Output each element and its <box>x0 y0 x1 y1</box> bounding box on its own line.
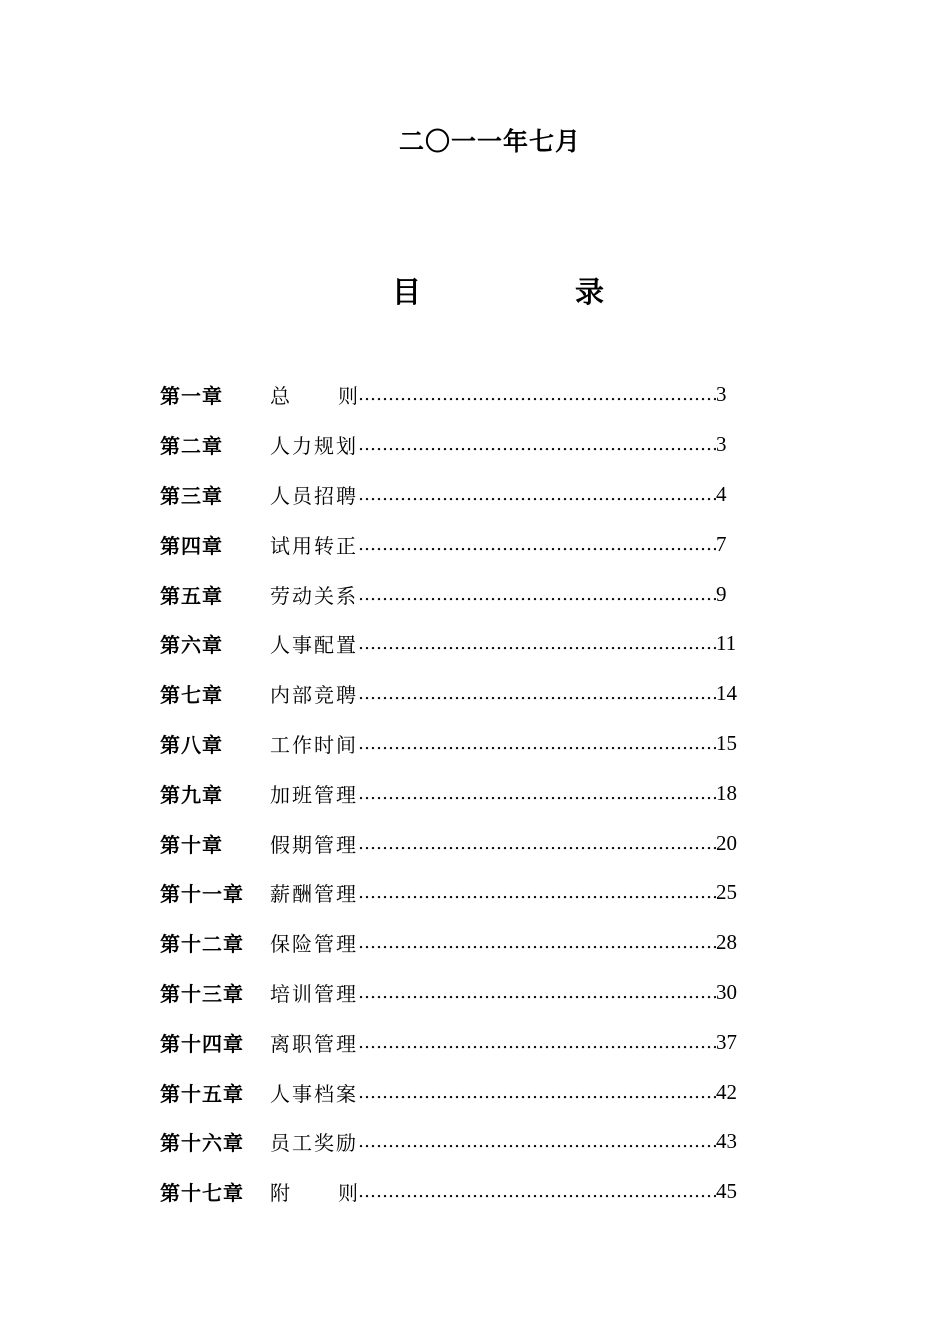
toc-chapter-name: 员工奖励 <box>270 1131 358 1156</box>
toc-leader-dots <box>358 833 716 854</box>
toc-chapter-name-part: 则 <box>338 1181 358 1206</box>
toc-chapter-name-part: 附 <box>270 1181 290 1206</box>
toc-entry-1[interactable] <box>160 370 760 420</box>
toc-chapter: 第十五章 <box>160 1081 244 1106</box>
toc-entry-16[interactable] <box>160 1117 760 1167</box>
toc-title-left: 目 <box>392 275 422 309</box>
toc-page-number: 30 <box>716 979 737 1004</box>
toc-page-number: 45 <box>716 1179 737 1204</box>
toc-chapter: 第十三章 <box>160 981 244 1006</box>
toc-leader-dots <box>358 932 716 953</box>
toc-page-number: 25 <box>716 880 737 905</box>
table-of-contents <box>160 370 760 1217</box>
toc-page-number: 11 <box>716 631 737 656</box>
toc-entry-5[interactable] <box>160 569 760 619</box>
toc-chapter: 第三章 <box>160 483 223 508</box>
toc-entry-15[interactable] <box>160 1067 760 1117</box>
toc-chapter: 第二章 <box>160 434 223 459</box>
toc-page-number: 20 <box>716 830 737 855</box>
toc-title <box>392 270 604 310</box>
toc-page-number: 14 <box>716 681 737 706</box>
toc-chapter-name <box>270 380 358 409</box>
toc-leader-dots <box>358 783 716 804</box>
toc-leader-dots <box>358 633 716 654</box>
toc-chapter-name-part: 总 <box>270 384 290 409</box>
toc-entry-7[interactable] <box>160 669 760 719</box>
toc-page-number: 3 <box>716 432 727 457</box>
toc-leader-dots <box>358 733 716 754</box>
toc-chapter-name: 试用转正 <box>270 533 358 558</box>
toc-chapter-name: 离职管理 <box>270 1031 358 1056</box>
toc-leader-dots <box>358 1082 716 1103</box>
toc-chapter-name: 加班管理 <box>270 782 358 807</box>
toc-chapter-name: 薪酬管理 <box>270 882 358 907</box>
toc-chapter-name: 内部竞聘 <box>270 683 358 708</box>
toc-entry-8[interactable] <box>160 719 760 769</box>
toc-chapter-name: 人员招聘 <box>270 483 358 508</box>
toc-entry-4[interactable] <box>160 519 760 569</box>
toc-leader-dots <box>358 1131 716 1152</box>
toc-chapter: 第五章 <box>160 583 223 608</box>
toc-leader-dots <box>358 434 716 455</box>
toc-entry-13[interactable] <box>160 968 760 1018</box>
toc-chapter: 第一章 <box>160 384 223 409</box>
toc-leader-dots <box>358 584 716 605</box>
toc-chapter: 第十章 <box>160 832 223 857</box>
toc-page-number: 7 <box>716 531 727 556</box>
toc-entry-6[interactable] <box>160 619 760 669</box>
toc-page-number: 18 <box>716 780 737 805</box>
toc-chapter-name: 工作时间 <box>270 732 358 757</box>
toc-page-number: 28 <box>716 930 737 955</box>
toc-entry-17[interactable] <box>160 1167 760 1217</box>
toc-page-number: 9 <box>716 581 727 606</box>
toc-chapter-name <box>270 1177 358 1206</box>
toc-page-number: 15 <box>716 730 737 755</box>
toc-entry-10[interactable] <box>160 818 760 868</box>
toc-chapter-name: 人事档案 <box>270 1081 358 1106</box>
toc-page-number: 37 <box>716 1029 737 1054</box>
toc-page-number: 4 <box>716 481 727 506</box>
toc-chapter: 第十一章 <box>160 882 244 907</box>
toc-page-number: 43 <box>716 1129 737 1154</box>
toc-chapter: 第七章 <box>160 683 223 708</box>
toc-leader-dots <box>358 882 716 903</box>
toc-chapter: 第十六章 <box>160 1131 244 1156</box>
toc-chapter-name: 假期管理 <box>270 832 358 857</box>
toc-page-number: 42 <box>716 1079 737 1104</box>
toc-entry-9[interactable] <box>160 768 760 818</box>
toc-chapter-name: 培训管理 <box>270 981 358 1006</box>
toc-chapter-name-part: 则 <box>338 384 358 409</box>
toc-chapter: 第六章 <box>160 633 223 658</box>
toc-entry-12[interactable] <box>160 918 760 968</box>
toc-chapter: 第九章 <box>160 782 223 807</box>
toc-leader-dots <box>358 982 716 1003</box>
toc-chapter: 第八章 <box>160 732 223 757</box>
toc-entry-3[interactable] <box>160 470 760 520</box>
toc-entry-2[interactable] <box>160 420 760 470</box>
toc-page-number: 3 <box>716 382 727 407</box>
toc-leader-dots <box>358 683 716 704</box>
toc-chapter: 第十七章 <box>160 1181 244 1206</box>
toc-chapter: 第十二章 <box>160 932 244 957</box>
toc-leader-dots <box>358 384 716 405</box>
toc-chapter-name: 保险管理 <box>270 932 358 957</box>
toc-chapter-name: 人力规划 <box>270 434 358 459</box>
toc-leader-dots <box>358 534 716 555</box>
toc-leader-dots <box>358 1032 716 1053</box>
toc-chapter: 第四章 <box>160 533 223 558</box>
toc-entry-11[interactable] <box>160 868 760 918</box>
toc-entry-14[interactable] <box>160 1017 760 1067</box>
toc-leader-dots <box>358 484 716 505</box>
toc-chapter-name: 劳动关系 <box>270 583 358 608</box>
document-date: 二〇一一年七月 <box>398 127 581 156</box>
toc-chapter-name: 人事配置 <box>270 633 358 658</box>
toc-leader-dots <box>358 1181 716 1202</box>
toc-chapter: 第十四章 <box>160 1031 244 1056</box>
toc-title-right: 录 <box>574 275 604 309</box>
